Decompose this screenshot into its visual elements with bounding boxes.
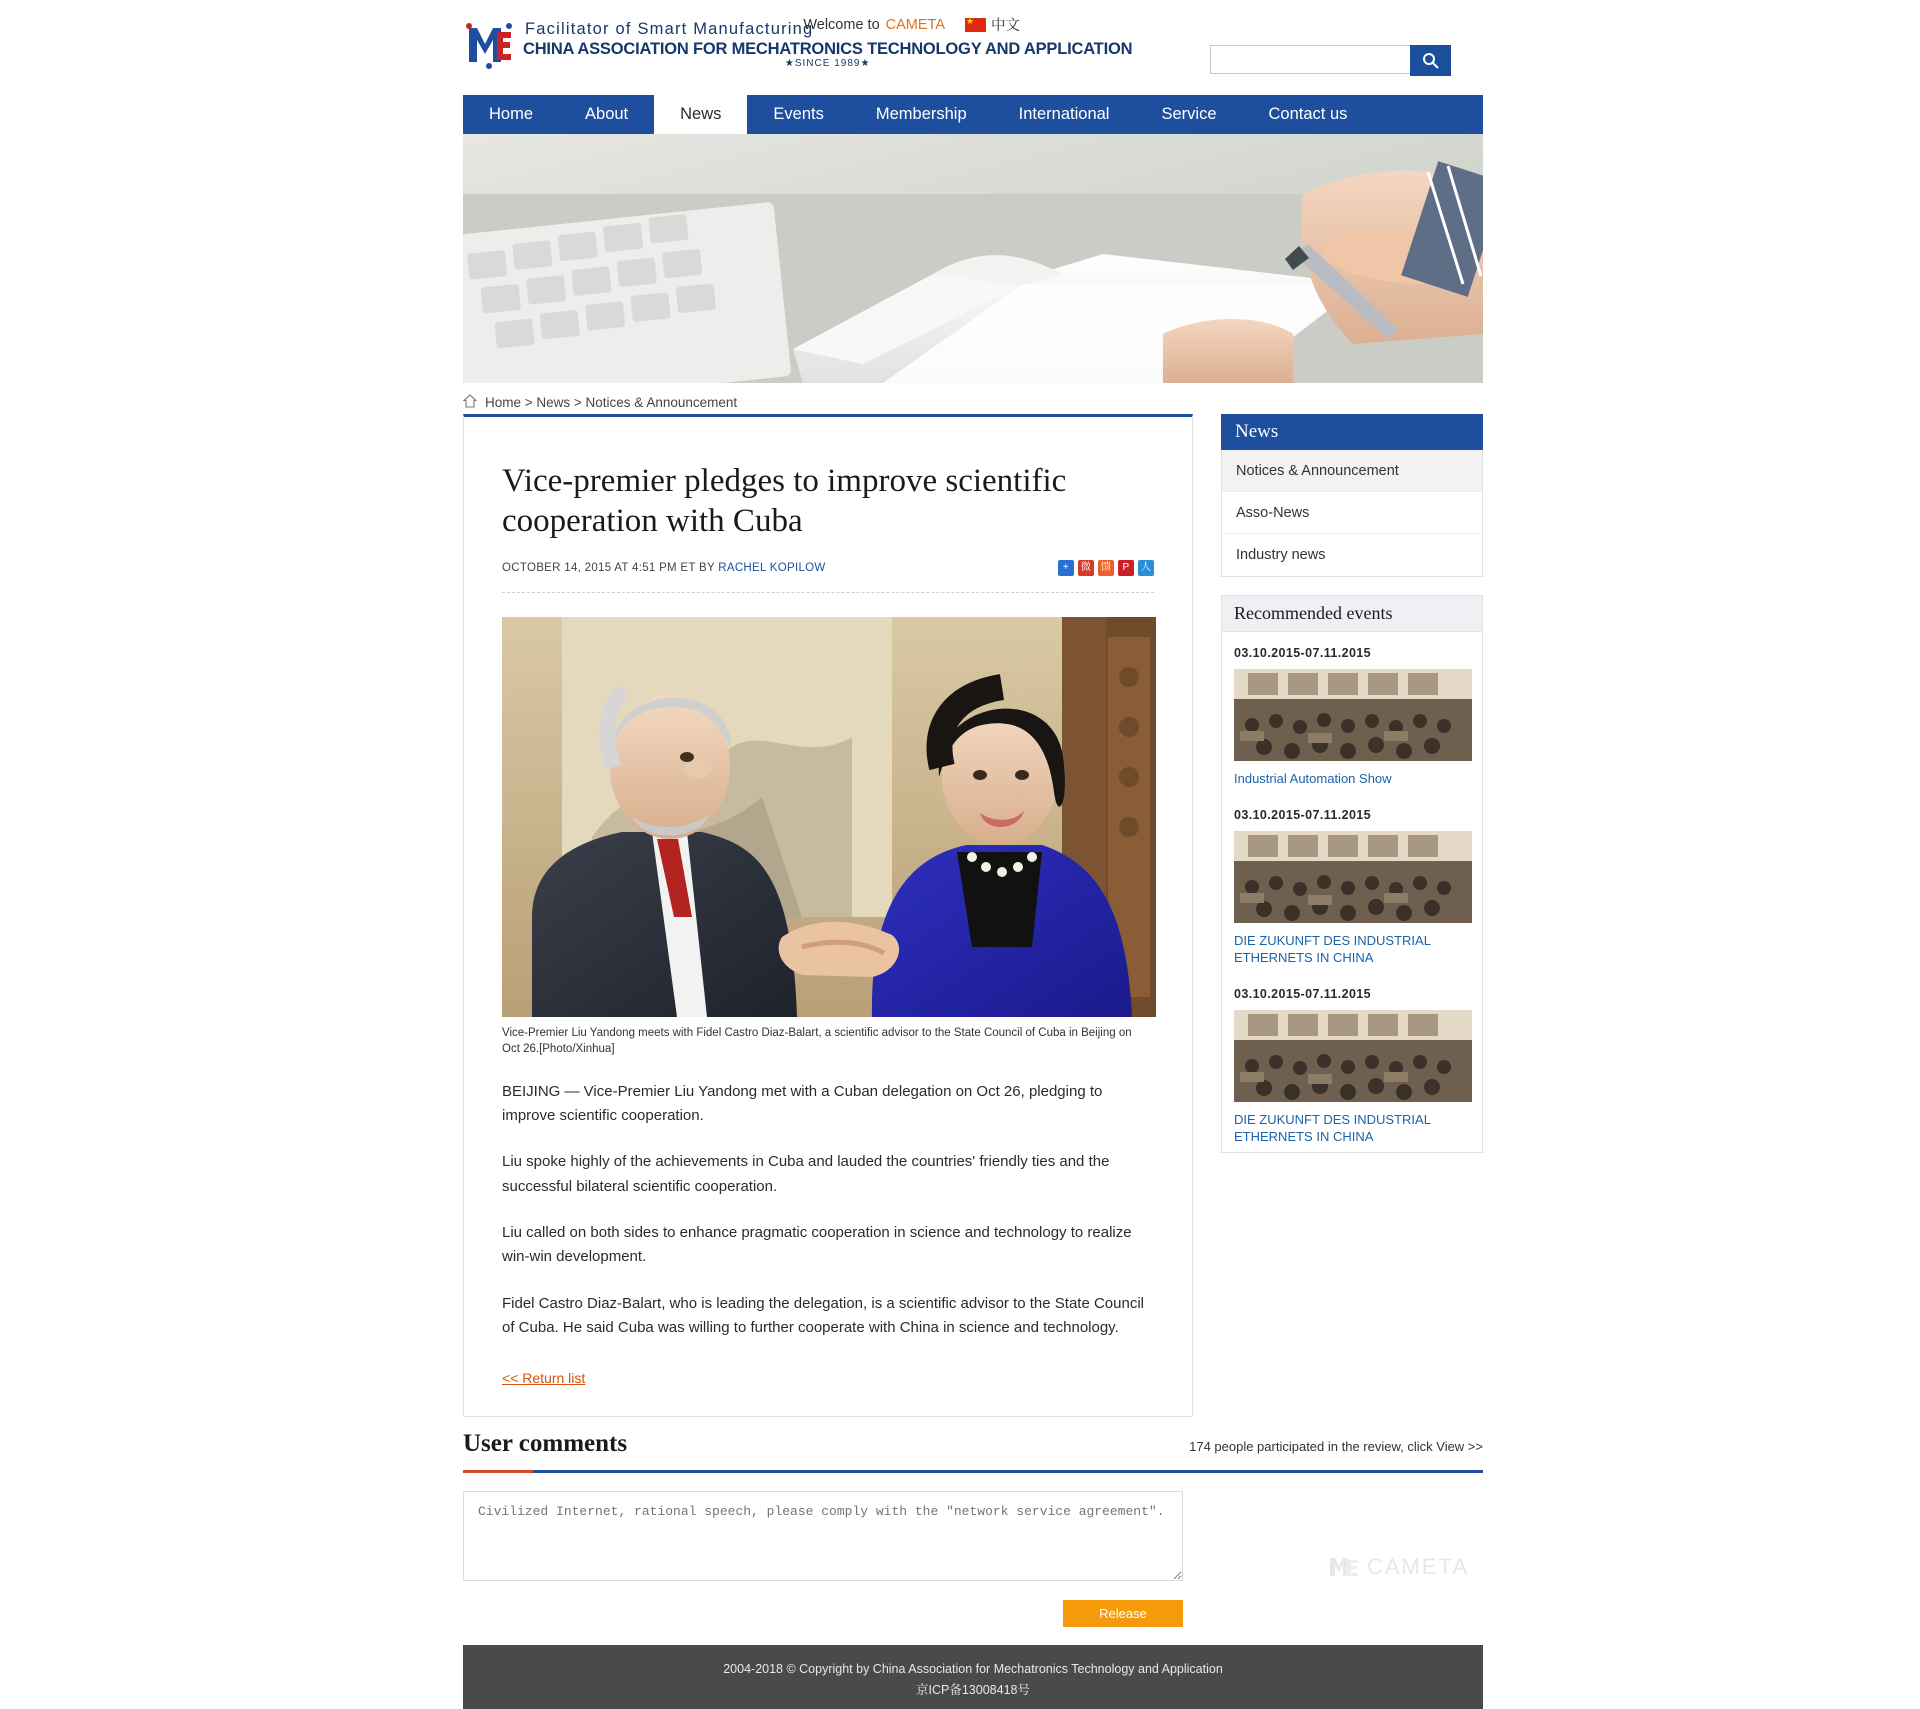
sina-icon[interactable]: 馈	[1098, 560, 1114, 576]
welcome-text: Welcome to	[803, 16, 880, 33]
cameta-logo-icon	[463, 18, 515, 72]
nav-item-membership[interactable]: Membership	[875, 105, 967, 123]
event-date: 03.10.2015-07.11.2015	[1234, 807, 1371, 822]
share-icon-group	[1058, 560, 1154, 576]
article-photo	[502, 617, 1156, 1017]
article-body	[502, 1080, 1154, 1340]
event-thumbnail-image	[1234, 669, 1472, 761]
hero-banner	[463, 134, 1483, 383]
recommended-events-box	[1221, 595, 1483, 1153]
nav-item-home[interactable]: Home	[489, 105, 534, 123]
event-title-link[interactable]: Industrial Automation Show	[1234, 771, 1392, 786]
welcome-brand: CAMETA	[885, 16, 945, 33]
nav-item-events[interactable]: Events	[773, 105, 824, 123]
sidebar-item-industry-news[interactable]: Industry news	[1236, 547, 1326, 563]
comments-count-link[interactable]: 174 people participated in the review, click View >>	[1189, 1439, 1483, 1454]
breadcrumb-text: Home > News > Notices & Announcement	[485, 394, 738, 410]
sidebar	[1221, 414, 1483, 1153]
recommended-event-item[interactable]	[1222, 973, 1482, 1152]
sidebar-news-list	[1221, 450, 1483, 577]
renren-icon[interactable]: 人	[1138, 560, 1154, 576]
logo-tagline: Facilitator of Smart Manufacturing	[525, 20, 814, 38]
user-comments-section	[463, 1430, 1483, 1627]
pinterest-icon[interactable]: P	[1118, 560, 1134, 576]
article	[463, 414, 1193, 1417]
footer-copyright: 2004-2018 © Copyright by China Association for Mechatronics Technology and Application	[723, 1662, 1223, 1676]
recommended-events-list	[1222, 632, 1482, 1152]
article-photo-image	[502, 617, 1156, 1017]
return-list-link[interactable]: << Return list	[502, 1370, 586, 1387]
event-thumbnail[interactable]	[1234, 831, 1472, 923]
site-footer	[463, 1645, 1483, 1709]
sidebar-item-notices-announcement[interactable]: Notices & Announcement	[1222, 450, 1482, 492]
cameta-watermark	[1327, 1554, 1469, 1580]
event-title-link[interactable]: DIE ZUKUNFT DES INDUSTRIAL ETHERNETS IN CHINA	[1234, 932, 1431, 966]
event-thumbnail-image	[1234, 1010, 1472, 1102]
event-date: 03.10.2015-07.11.2015	[1234, 986, 1371, 1001]
byline-date: OCTOBER 14, 2015 AT 4:51 PM ET BY	[502, 561, 715, 574]
byline-author[interactable]: RACHEL KOPILOW	[718, 561, 826, 574]
recommended-events-header: Recommended events	[1222, 596, 1482, 632]
event-date: 03.10.2015-07.11.2015	[1234, 646, 1371, 660]
site-header	[0, 0, 1920, 96]
recommended-event-item[interactable]	[1222, 794, 1482, 973]
search-button[interactable]	[1410, 45, 1451, 76]
article-paragraph: Liu spoke highly of the achievements in Cuba and lauded the countries' friendly ties and the successful bilateral scientific cooperation.	[502, 1153, 1110, 1195]
main-nav	[463, 95, 1483, 134]
search-bar	[1210, 45, 1451, 76]
nav-item-international[interactable]: International	[1018, 105, 1110, 123]
home-icon	[463, 394, 477, 411]
logo-since: ★SINCE 1989★	[784, 58, 871, 69]
language-switcher[interactable]	[965, 14, 1020, 35]
share-plus-icon[interactable]: +	[1058, 560, 1074, 576]
event-thumbnail[interactable]	[1234, 1010, 1472, 1102]
breadcrumb[interactable]	[463, 388, 1483, 416]
photo-caption: Vice-Premier Liu Yandong meets with Fidel Castro Diaz-Balart, a scientific advisor to the State Council of Cuba in Beijing on Oct 26.[Photo/Xinhua]	[502, 1026, 1132, 1056]
nav-item-contact-us[interactable]: Contact us	[1268, 105, 1348, 123]
china-flag-icon	[965, 18, 986, 32]
event-thumbnail[interactable]	[1234, 669, 1472, 761]
nav-item-about[interactable]: About	[585, 105, 629, 123]
event-title-link[interactable]: DIE ZUKUNFT DES INDUSTRIAL ETHERNETS IN CHINA	[1234, 1111, 1431, 1145]
sidebar-news-header: News	[1221, 414, 1483, 450]
recommended-event-item[interactable]	[1222, 632, 1482, 794]
comments-title: User comments	[463, 1430, 628, 1457]
article-byline	[502, 560, 1154, 586]
nav-item-service[interactable]: Service	[1161, 105, 1217, 123]
article-paragraph: BEIJING — Vice-Premier Liu Yandong met with a Cuban delegation on Oct 26, pledging to improve scientific cooperation.	[502, 1082, 1103, 1125]
cameta-watermark-icon	[1327, 1554, 1361, 1580]
event-thumbnail-image	[1234, 831, 1472, 923]
article-paragraph: Liu called on both sides to enhance pragmatic cooperation in science and technology to realize win-win development.	[502, 1224, 1132, 1266]
footer-icp[interactable]: 京ICP备13008418号	[916, 1683, 1030, 1698]
divider	[502, 592, 1154, 593]
welcome-bar	[803, 14, 1020, 35]
nav-item-news[interactable]: News	[654, 95, 747, 134]
language-label: 中文	[991, 18, 1020, 34]
comment-input[interactable]	[463, 1491, 1183, 1581]
banner-image	[463, 134, 1483, 383]
comments-header	[463, 1430, 1483, 1458]
site-logo[interactable]	[463, 18, 1132, 72]
release-button[interactable]: Release	[1063, 1600, 1183, 1627]
sidebar-item-asso-news[interactable]: Asso-News	[1222, 492, 1482, 534]
weibo-icon[interactable]: 微	[1078, 560, 1094, 576]
watermark-text: CAMETA	[1366, 1554, 1469, 1579]
search-input[interactable]	[1210, 45, 1410, 74]
logo-title: CHINA ASSOCIATION FOR MECHATRONICS TECHNOLOGY AND APPLICATION	[523, 39, 1133, 58]
article-title: Vice-premier pledges to improve scientific cooperation with Cuba	[502, 463, 1067, 540]
search-icon	[1422, 52, 1439, 69]
article-paragraph: Fidel Castro Diaz-Balart, who is leading the delegation, is a scientific advisor to the State Council of Cuba. He said Cuba was willing to further cooperate with China in science and technology.	[502, 1294, 1144, 1336]
